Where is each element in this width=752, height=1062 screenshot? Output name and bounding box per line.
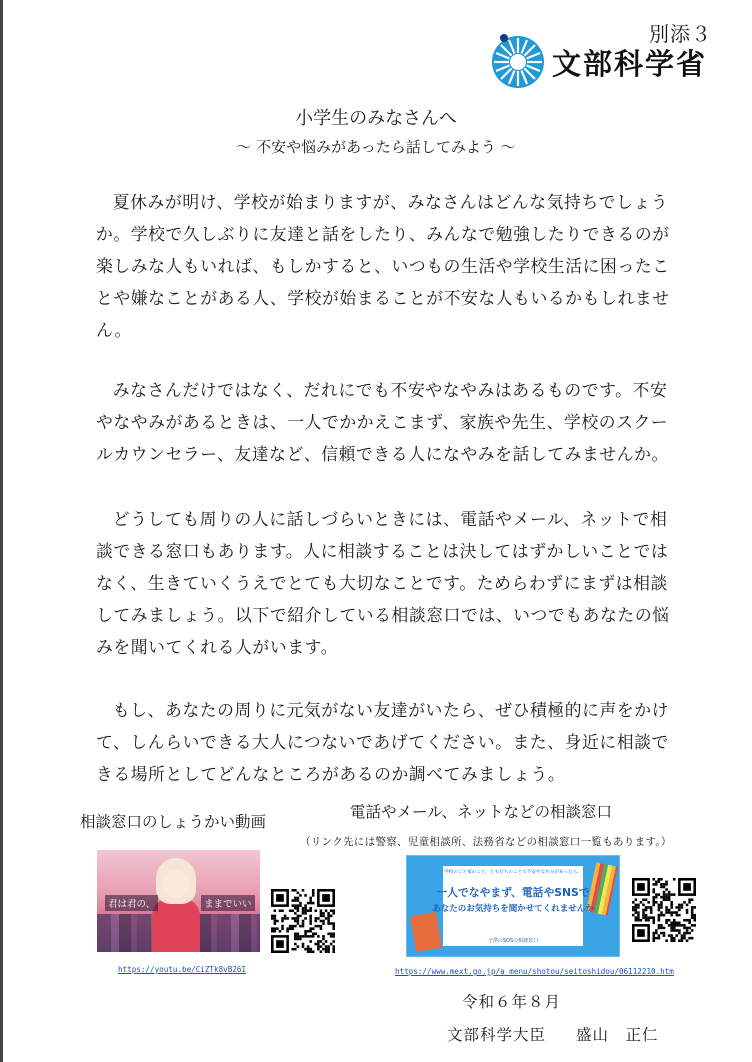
video-thumbnail[interactable] [97, 850, 260, 952]
paragraph-everyone-worries [96, 374, 676, 470]
page-subtitle: ～ 不安や悩みがあったら話してみよう ～ [236, 138, 516, 156]
page-title: 小学生のみなさんへ [295, 108, 457, 129]
video-section-heading: 相談窓口のしょうかい動画 [80, 813, 267, 831]
signatory-title: 文部科学大臣 [447, 1026, 547, 1044]
video-link[interactable]: https://youtu.be/CiZTk8vB26I [118, 965, 247, 974]
ministry-logo [490, 34, 707, 90]
paragraph-help-friends [96, 694, 676, 790]
paragraph-text: どうしても周りの人に話しづらいときには、電話やメール、ネットで相談できる窓口もあります。人に相談することは決してはずかしいことではなく、生きていくうえでとても大切なことです。ためらわずにまずは相談してみましょう。以下で紹介している相談窓口では、いつでもあなたの悩みを聞いてくれる人がいます。 [96, 509, 670, 657]
banner-small-text: 学校のこと家のこと、ともだちのことで不安やなやみがあったら、 [444, 870, 582, 875]
ministry-name: 文部科学省 [552, 46, 708, 81]
ministry-emblem-icon [490, 34, 546, 90]
notebook-illustration [410, 912, 442, 952]
paragraph-summer-break [96, 186, 676, 346]
page-left-border [0, 0, 3, 1062]
consultation-banner[interactable] [406, 855, 620, 957]
banner-tag: 子供のSOSの相談窓口 [487, 938, 539, 944]
signatory-name: 盛山 正仁 [576, 1026, 659, 1044]
signature-line [447, 1023, 659, 1045]
contact-section-heading: 電話やメール、ネットなどの相談窓口 [350, 803, 612, 821]
contact-link[interactable]: https://www.mext.go.jp/a_menu/shotou/seitoshidou/06112210.htm [395, 967, 674, 976]
thumbnail-character-illustration [152, 858, 200, 952]
paragraph-text: みなさんだけではなく、だれにでも不安やなやみはあるものです。不安やなやみがあるときは、一人でかかえこまず、家族や先生、学校のスクールカウンセラー、友達など、信頼できる人になやみを話してみませんか。 [96, 380, 669, 464]
thumbnail-caption-left: 君は君の、 [105, 895, 158, 911]
banner-headline: 一人でなやまず、電話やSNSで [436, 886, 590, 899]
issue-date: 令和６年８月 [462, 993, 562, 1011]
qr-code-icon[interactable] [271, 889, 335, 953]
annex-label: 別添３ [649, 22, 712, 46]
banner-subheadline: あなたのお気持ちを聞かせてくれませんか [432, 904, 594, 914]
paragraph-text: 夏休みが明け、学校が始まりますが、みなさんはどんな気持ちでしょうか。学校で久しぶりに友達と話をしたり、みんなで勉強したりできるのが楽しみな人もいれば、もしかすると、いつもの生活や学校生活に困ったことや嫌なことがある人、学校が始まることが不安な人もいるかもしれません。 [96, 192, 670, 340]
paragraph-consultation [96, 503, 676, 663]
qr-code-icon[interactable] [632, 878, 696, 942]
paragraph-text: もし、あなたの周りに元気がない友達がいたら、ぜひ積極的に声をかけて、しんらいできる大人につないであげてください。また、身近に相談できる場所としてどんなところがあるのか調べてみましょう。 [96, 700, 669, 784]
thumbnail-caption-right: ままでいい [201, 895, 255, 911]
contact-section-note: （リンク先には警察、児童相談所、法務省などの相談窓口一覧もあります。） [300, 836, 672, 848]
